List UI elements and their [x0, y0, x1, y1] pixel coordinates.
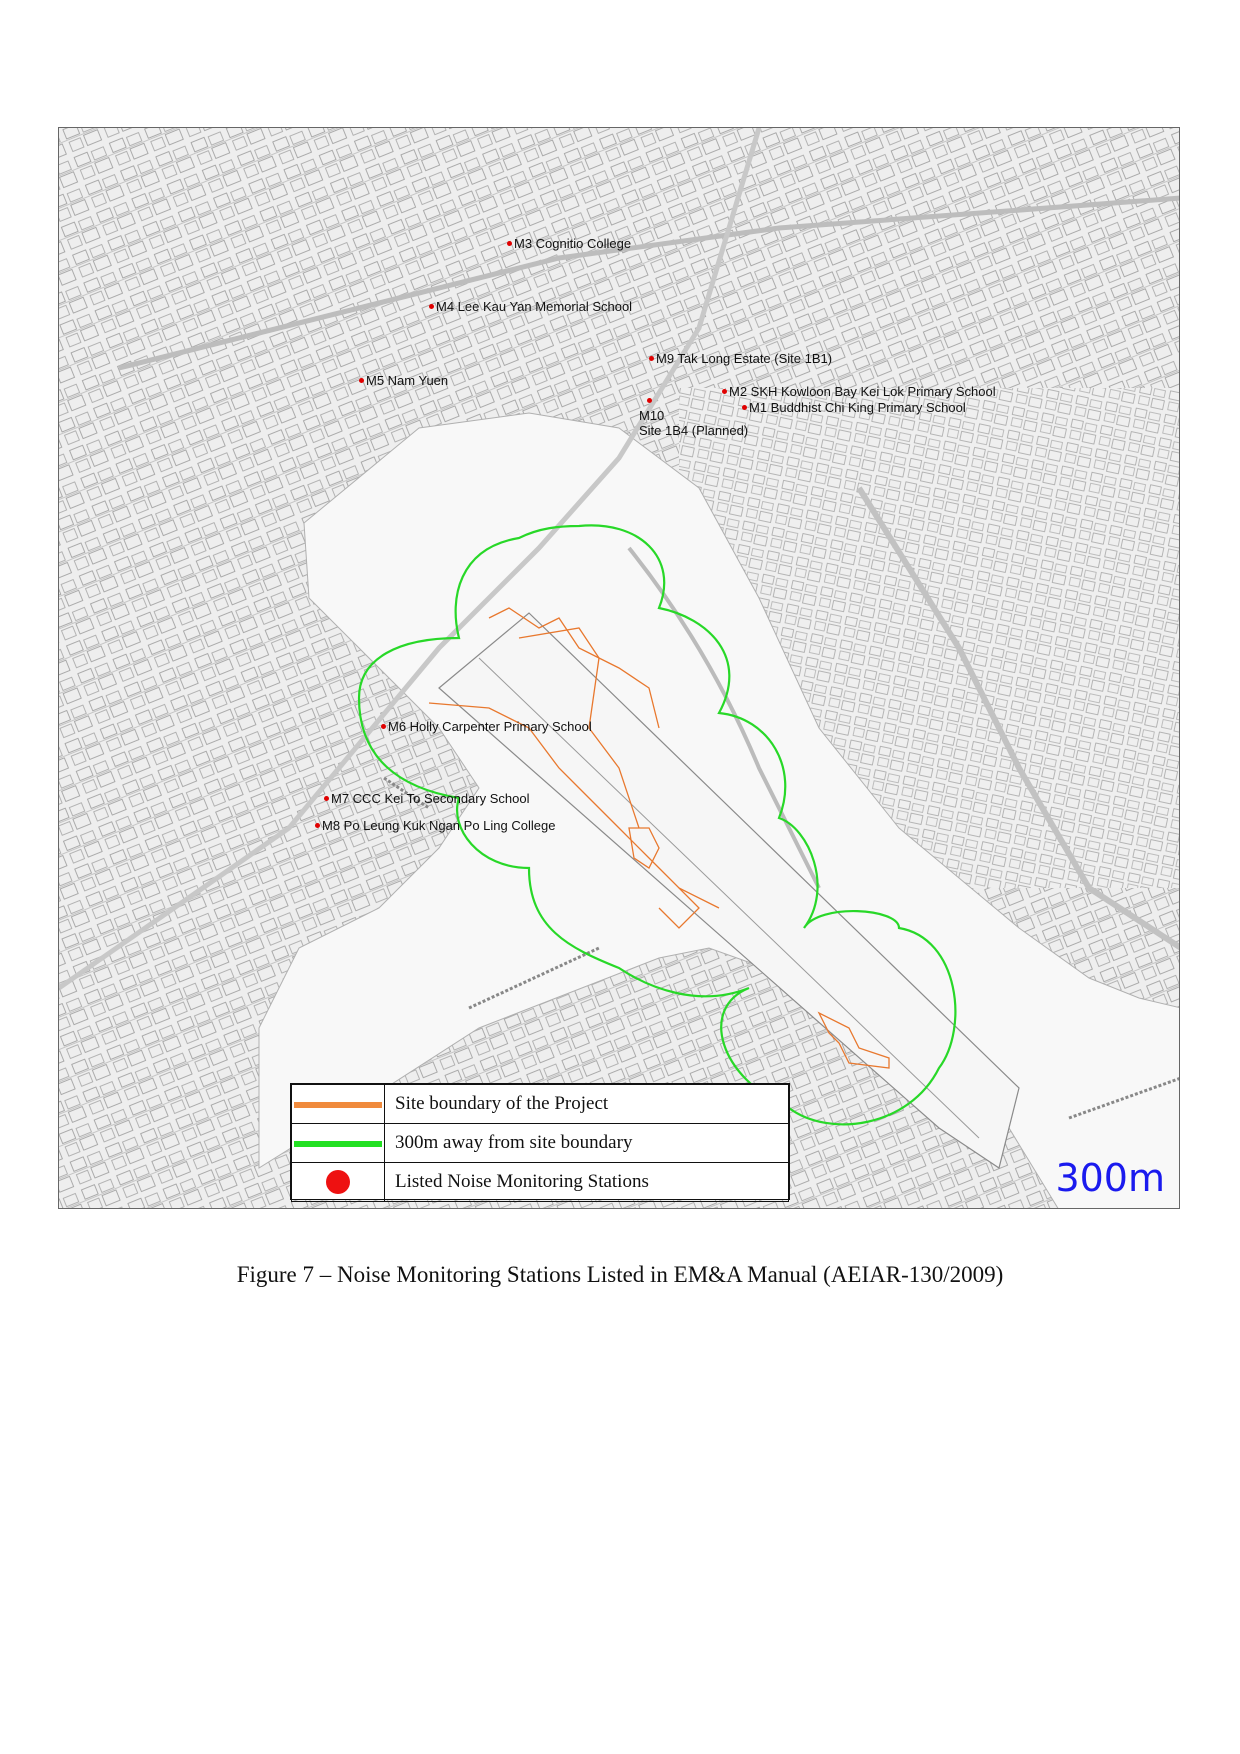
station-marker — [507, 241, 512, 246]
station-m7: M7 CCC Kei To Secondary School — [324, 791, 529, 806]
map-legend — [290, 1083, 790, 1200]
station-marker — [324, 796, 329, 801]
legend-row-site-boundary: Site boundary of the Project — [292, 1085, 789, 1124]
station-marker — [315, 823, 320, 828]
map-figure — [58, 127, 1180, 1209]
station-marker — [647, 398, 652, 403]
station-marker — [429, 304, 434, 309]
station-m2: M2 SKH Kowloon Bay Kei Lok Primary School — [722, 384, 996, 399]
station-marker — [381, 724, 386, 729]
red-dot-symbol — [326, 1170, 350, 1194]
station-m5: M5 Nam Yuen — [359, 373, 448, 388]
scale-label: 300m — [1055, 1156, 1165, 1200]
base-map — [59, 128, 1180, 1209]
green-line-symbol — [294, 1141, 382, 1147]
figure-caption: Figure 7 – Noise Monitoring Stations Listed in EM&A Manual (AEIAR-130/2009) — [236, 1262, 1004, 1287]
station-m1: M1 Buddhist Chi King Primary School — [742, 400, 966, 415]
station-m3: M3 Cognitio College — [507, 236, 631, 251]
station-marker — [649, 356, 654, 361]
legend-row-stations: Listed Noise Monitoring Stations — [292, 1163, 789, 1202]
station-m8: M8 Po Leung Kuk Ngan Po Ling College — [315, 818, 555, 833]
legend-row-buffer: 300m away from site boundary — [292, 1124, 789, 1163]
station-marker — [359, 378, 364, 383]
station-m9: M9 Tak Long Estate (Site 1B1) — [649, 351, 832, 366]
orange-line-symbol — [294, 1102, 382, 1108]
station-m10: M10 Site 1B4 (Planned) — [639, 393, 748, 438]
station-m6: M6 Holly Carpenter Primary School — [381, 719, 592, 734]
station-marker — [742, 405, 747, 410]
station-m4: M4 Lee Kau Yan Memorial School — [429, 299, 632, 314]
